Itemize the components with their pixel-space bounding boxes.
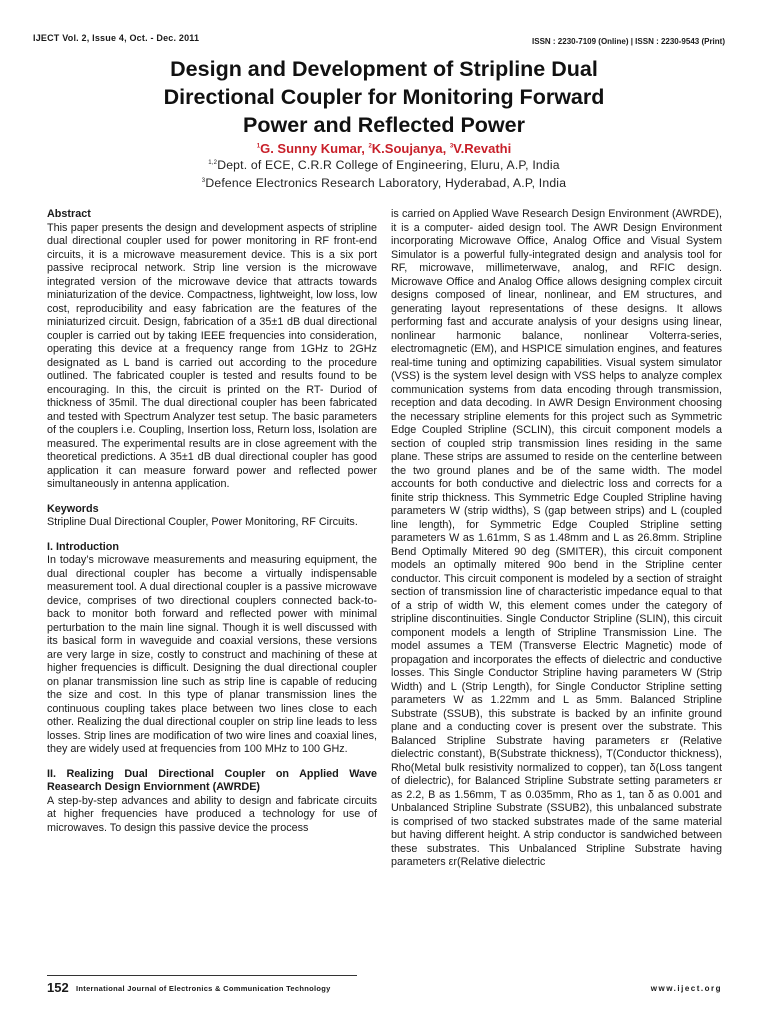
running-header-left: IJECT Vol. 2, Issue 4, Oct. - Dec. 2011 <box>33 33 200 43</box>
symbol-epsilon-r: εr <box>660 734 669 747</box>
body-text-e: as 0.001 and Unbalanced Stripline Substrate (SSUB2), this unbalanced substrate is comprised of two stacked substrates made of the same material but having different height. A strip conductor is sandwiched between these substrates. This Unbalanced Stripline Substrate having parameters <box>391 788 723 868</box>
keywords-heading: Keywords <box>47 502 99 515</box>
author-3-sup: 3 <box>449 143 454 150</box>
author-1-sup: 1 <box>256 143 261 150</box>
journal-name: International Journal of Electronics & Communication Technology <box>76 984 331 993</box>
affiliation-2 <box>0 176 768 190</box>
page-number: 152 <box>47 980 69 995</box>
journal-website[interactable]: www.iject.org <box>650 984 722 993</box>
title-line-1: Design and Development of Stripline Dual <box>170 57 598 81</box>
abstract-heading: Abstract <box>47 208 91 220</box>
intro-heading: I. Introduction <box>47 540 119 553</box>
section2-heading: II. Realizing Dual Directional Coupler on Applied Wave Reasearch Design Enviornment (AWRDE) <box>47 767 377 793</box>
symbol-epsilon-r: εr <box>713 775 722 787</box>
title-line-2: Directional Coupler for Monitoring Forward <box>163 85 605 109</box>
author-3: V.Revathi <box>453 141 512 156</box>
body-text-c: (Loss tangent of dielectric), for Balanced Stripline Substrate setting parameters <box>391 761 723 787</box>
affiliation-2-text: Defence Electronics Research Laboratory, Hyderabad, A.P, India <box>205 176 567 190</box>
affiliation-1 <box>0 158 768 172</box>
author-list <box>0 141 768 156</box>
title-line-3: Power and Reflected Power <box>243 113 525 137</box>
affiliation-1-sup: 1,2 <box>208 159 218 166</box>
right-column <box>391 208 722 870</box>
keywords-text: Stripline Dual Directional Coupler, Power Monitoring, RF Circuits. <box>47 516 358 528</box>
symbol-tan-delta: tan δ <box>630 761 656 774</box>
body-text-a: is carried on Applied Wave Research Design Environment (AWRDE), it is a computer- aided design tool. The AWR Design Environment incorporating Microwave Office, Analog Office and Visual System Simulator is a powerful fully-integrated design and analysis tool for RF, microwave, millimeterwave, analog, and RFIC design. Microwave Office and Analog Office allows designing complex circuit designs composed of linear, nonlinear, and EM structures, and generating layout representations of these designs. It allows performing fast and accurate analysis of your designs using linear, nonlinear harmonic balance, nonlinear Volterra-series, electromagnetic (EM), and HSPICE simulation engines, and features real-time tuning and optimizing capabilities. Visual system simulator (VSS) is the system level design with VSS helps to analyze complex communication systems from data encoding through transmission, reception and data decoding. In AWR Design Environment choosing the necessary stripline elements for this project such as Symmetric Edge Coupled Stripline (SCLIN), this circuit component models a section of coupled strip transmission lines residing in the same plane. These strips are assumed to reside on the centerline between the two ground planes and be of the same width. The model accounts for both conductive and dielectric loss and corrects for a finite strip thickness. This Symmetric Edge Coupled Stripline having parameters W (strip widths), S (gap between strips) and L (coupled line length), for Symmetric Edge Coupled Stripline setting parameters W as 1.61mm, S as 1.48mm and L as 26.8mm. Stripline Bend Optimally Mitered 90 deg (SMITER), this circuit component models an optimally mitered 90o bend in the Stripline center conductor. This circuit component is modeled by a section of straight section of transmission line of characteristic impedance equal to that of a strip of width W, this element comes under the category of stripline discontinuities. Single Conductor Stripline (SLIN), this circuit component models a length of Stripline Transmission Line. The model assumes a TEM (Transverse Electric Magnetic) mode of propagation and incorporates the effects of dielectric and conductive losses. This Single Conductor Stripline having parameters W (Strip Width) and L (Strip Length), for Single Conductor Stripline setting parameters W as 1.22mm and L as 5mm. Balanced Stripline Substrate (SSUB), this substrate is backed by an infinite ground plane and a conducting cover is present over the substrate. This Balanced Stripline Substrate having parameters <box>391 208 722 747</box>
affiliation-2-sup: 3 <box>201 177 206 184</box>
symbol-epsilon-r: εr <box>448 856 458 868</box>
author-2: K.Soujanya, <box>371 141 450 156</box>
body-text-b: (Relative dielectric constant), B(Substrate thickness), T(Conductor thickness), Rho(Metal bulk resistivity normalized to copper), <box>391 734 722 774</box>
author-2-sup: 2 <box>368 143 372 150</box>
abstract-text: This paper presents the design and development aspects of stripline dual directional coupler used for power monitoring in RF front-end circuits, it is a microwave measurement device. This is a six port passive reciprocal network. Strip line version is the microwave integrated version of the microwave device that attracts towards miniaturization of the device. Compactness, lightweight, low loss, low cost, reproducibility and easy fabrication are the features of the miniaturized circuit. Design, fabrication of a 35±1 dB dual directional coupler is carried out by taking IEEE frequencies into consideration, operating this device at a frequency range from 1GHz to 2GHz designated as L band is carried out according to the procedure outlined. The fabricated coupler is tested and results found to be encouraging. In this, the circuit is printed on the RT- Duriod of thickness of 35mil. The dual directional coupler has been fabricated and tested with Spectrum Analyzer test setup. The basic parameters of the couplers i.e. Coupling, Insertion loss, Return loss, Isolation are measured. The experimental results are in close agreement with the theoretical predictions. A 35±1 dB dual directional coupler has good application it can measure forward power and reflected power simultaneously in antenna application. <box>47 221 377 490</box>
section2-text: A step-by-step advances and ability to design and fabricate circuits at higher frequencies have produced a technology for use of microwaves. To design this passive device the process <box>47 794 377 834</box>
body-text-d: as 2.2, B as 1.56mm, T as 0.035mm, Rho as 1, <box>391 788 630 801</box>
author-1: G. Sunny Kumar, <box>260 141 369 156</box>
affiliation-1-text: Dept. of ECE, C.R.R College of Engineering, Eluru, A.P, India <box>217 158 560 172</box>
running-header-issn: ISSN : 2230-7109 (Online) | ISSN : 2230-9543 (Print) <box>532 37 725 46</box>
symbol-tan-delta: tan δ <box>629 788 655 801</box>
paper-title <box>60 55 708 139</box>
body-text-f: (Relative dielectric <box>457 856 546 868</box>
footer-rule <box>47 975 357 976</box>
left-column <box>47 208 377 835</box>
intro-text: In today’s microwave measurements and measuring equipment, the dual directional coupler has become a virtually indispensable measurement tool. A dual directional coupler is a passive microwave device, comprises of two directional couplers connected back-to-back to monitor both forward and reflected power with minimal perturbation to the main line signal. Though it is well discussed with its basical form in waveguide and coaxial versions, these versions are very large in size, costly to construct and machining of these at higher frequencies is difficult. Designing the dual directional coupler on planar transmission line such as strip line is capable of reducing the size and cost. In this type of planar transmission lines the continuous coupling takes place between two lines close to each other. Realizing the dual directional coupler on strip line leads to less losses. Strip lines are modification of two wire lines and coaxial lines, they are widely used at frequencies from 100 MHz to 100 GHz. <box>47 554 377 755</box>
right-column-body <box>391 208 722 870</box>
